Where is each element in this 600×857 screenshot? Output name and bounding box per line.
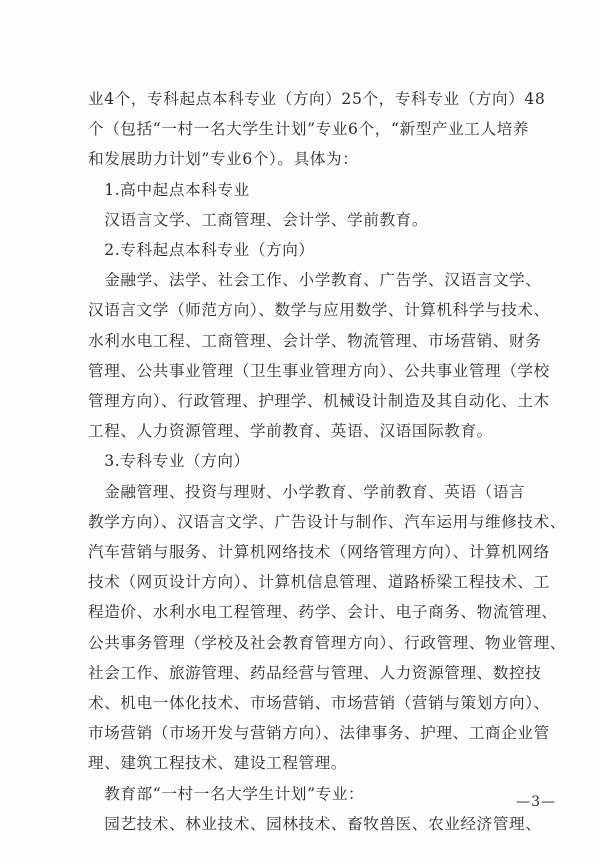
- text-line: 技术（网页设计方向）、计算机信息管理、道路桥梁工程技术、工: [88, 573, 550, 592]
- text-line: 程造价、水利水电工程管理、药学、会计、电子商务、物流管理、: [88, 603, 558, 622]
- text-line: 个（包括“一村一名大学生计划”专业6个，“新型产业工人培养: [88, 120, 530, 139]
- text-line: 术、机电一体化技术、市场营销、市场营销（营销与策划方向）、: [88, 694, 550, 713]
- page-number: —3—: [516, 794, 556, 810]
- text-line: 业4个，专科起点本科专业（方向）25个，专科专业（方向）48: [88, 90, 546, 108]
- text-line: 汉语言文学（师范方向）、数学与应用数学、计算机科学与技术、: [88, 301, 550, 320]
- text-line: 园艺技术、林业技术、园林技术、畜牧兽医、农业经济管理、: [88, 814, 542, 833]
- text-line: 管理方向）、行政管理、护理学、机械设计制造及其自动化、土木: [88, 392, 550, 411]
- body-text: [88, 84, 567, 839]
- section-heading-1: 1.高中起点本科专业: [88, 180, 250, 199]
- section-heading-4: 教育部“一村一名大学生计划”专业：: [88, 784, 365, 803]
- text-line: 汽车营销与服务、计算机网络技术（网络管理方向）、计算机网络: [88, 543, 550, 562]
- text-line: 管理、公共事业管理（卫生事业管理方向）、公共事业管理（学校: [88, 361, 550, 380]
- text-line: 市场营销（市场开发与营销方向）、法律事务、护理、工商企业管: [88, 724, 550, 743]
- text-line: 公共事务管理（学校及社会教育管理方向）、行政管理、物业管理、: [88, 633, 567, 652]
- text-line: 和发展助力计划”专业6个）。具体为：: [88, 150, 359, 169]
- text-line: 金融学、法学、社会工作、小学教育、广告学、汉语言文学、: [88, 271, 542, 290]
- text-line: 金融管理、投资与理财、小学教育、学前教育、英语（语言: [88, 482, 526, 501]
- text-line: 水利水电工程、工商管理、会计学、物流管理、市场营销、财务: [88, 331, 542, 350]
- section-heading-3: 3.专科专业（方向）: [88, 452, 250, 471]
- text-line: 社会工作、旅游管理、药品经营与管理、人力资源管理、数控技: [88, 663, 542, 682]
- text-line: 工程、人力资源管理、学前教育、英语、汉语国际教育。: [88, 422, 493, 441]
- section-heading-2: 2.专科起点本科专业（方向）: [88, 241, 315, 260]
- text-line: 理、建筑工程技术、建设工程管理。: [88, 754, 348, 773]
- text-line: 汉语言文学、工商管理、会计学、学前教育。: [88, 210, 429, 229]
- text-line: 教学方向）、汉语言文学、广告设计与制作、汽车运用与维修技术、: [88, 512, 567, 531]
